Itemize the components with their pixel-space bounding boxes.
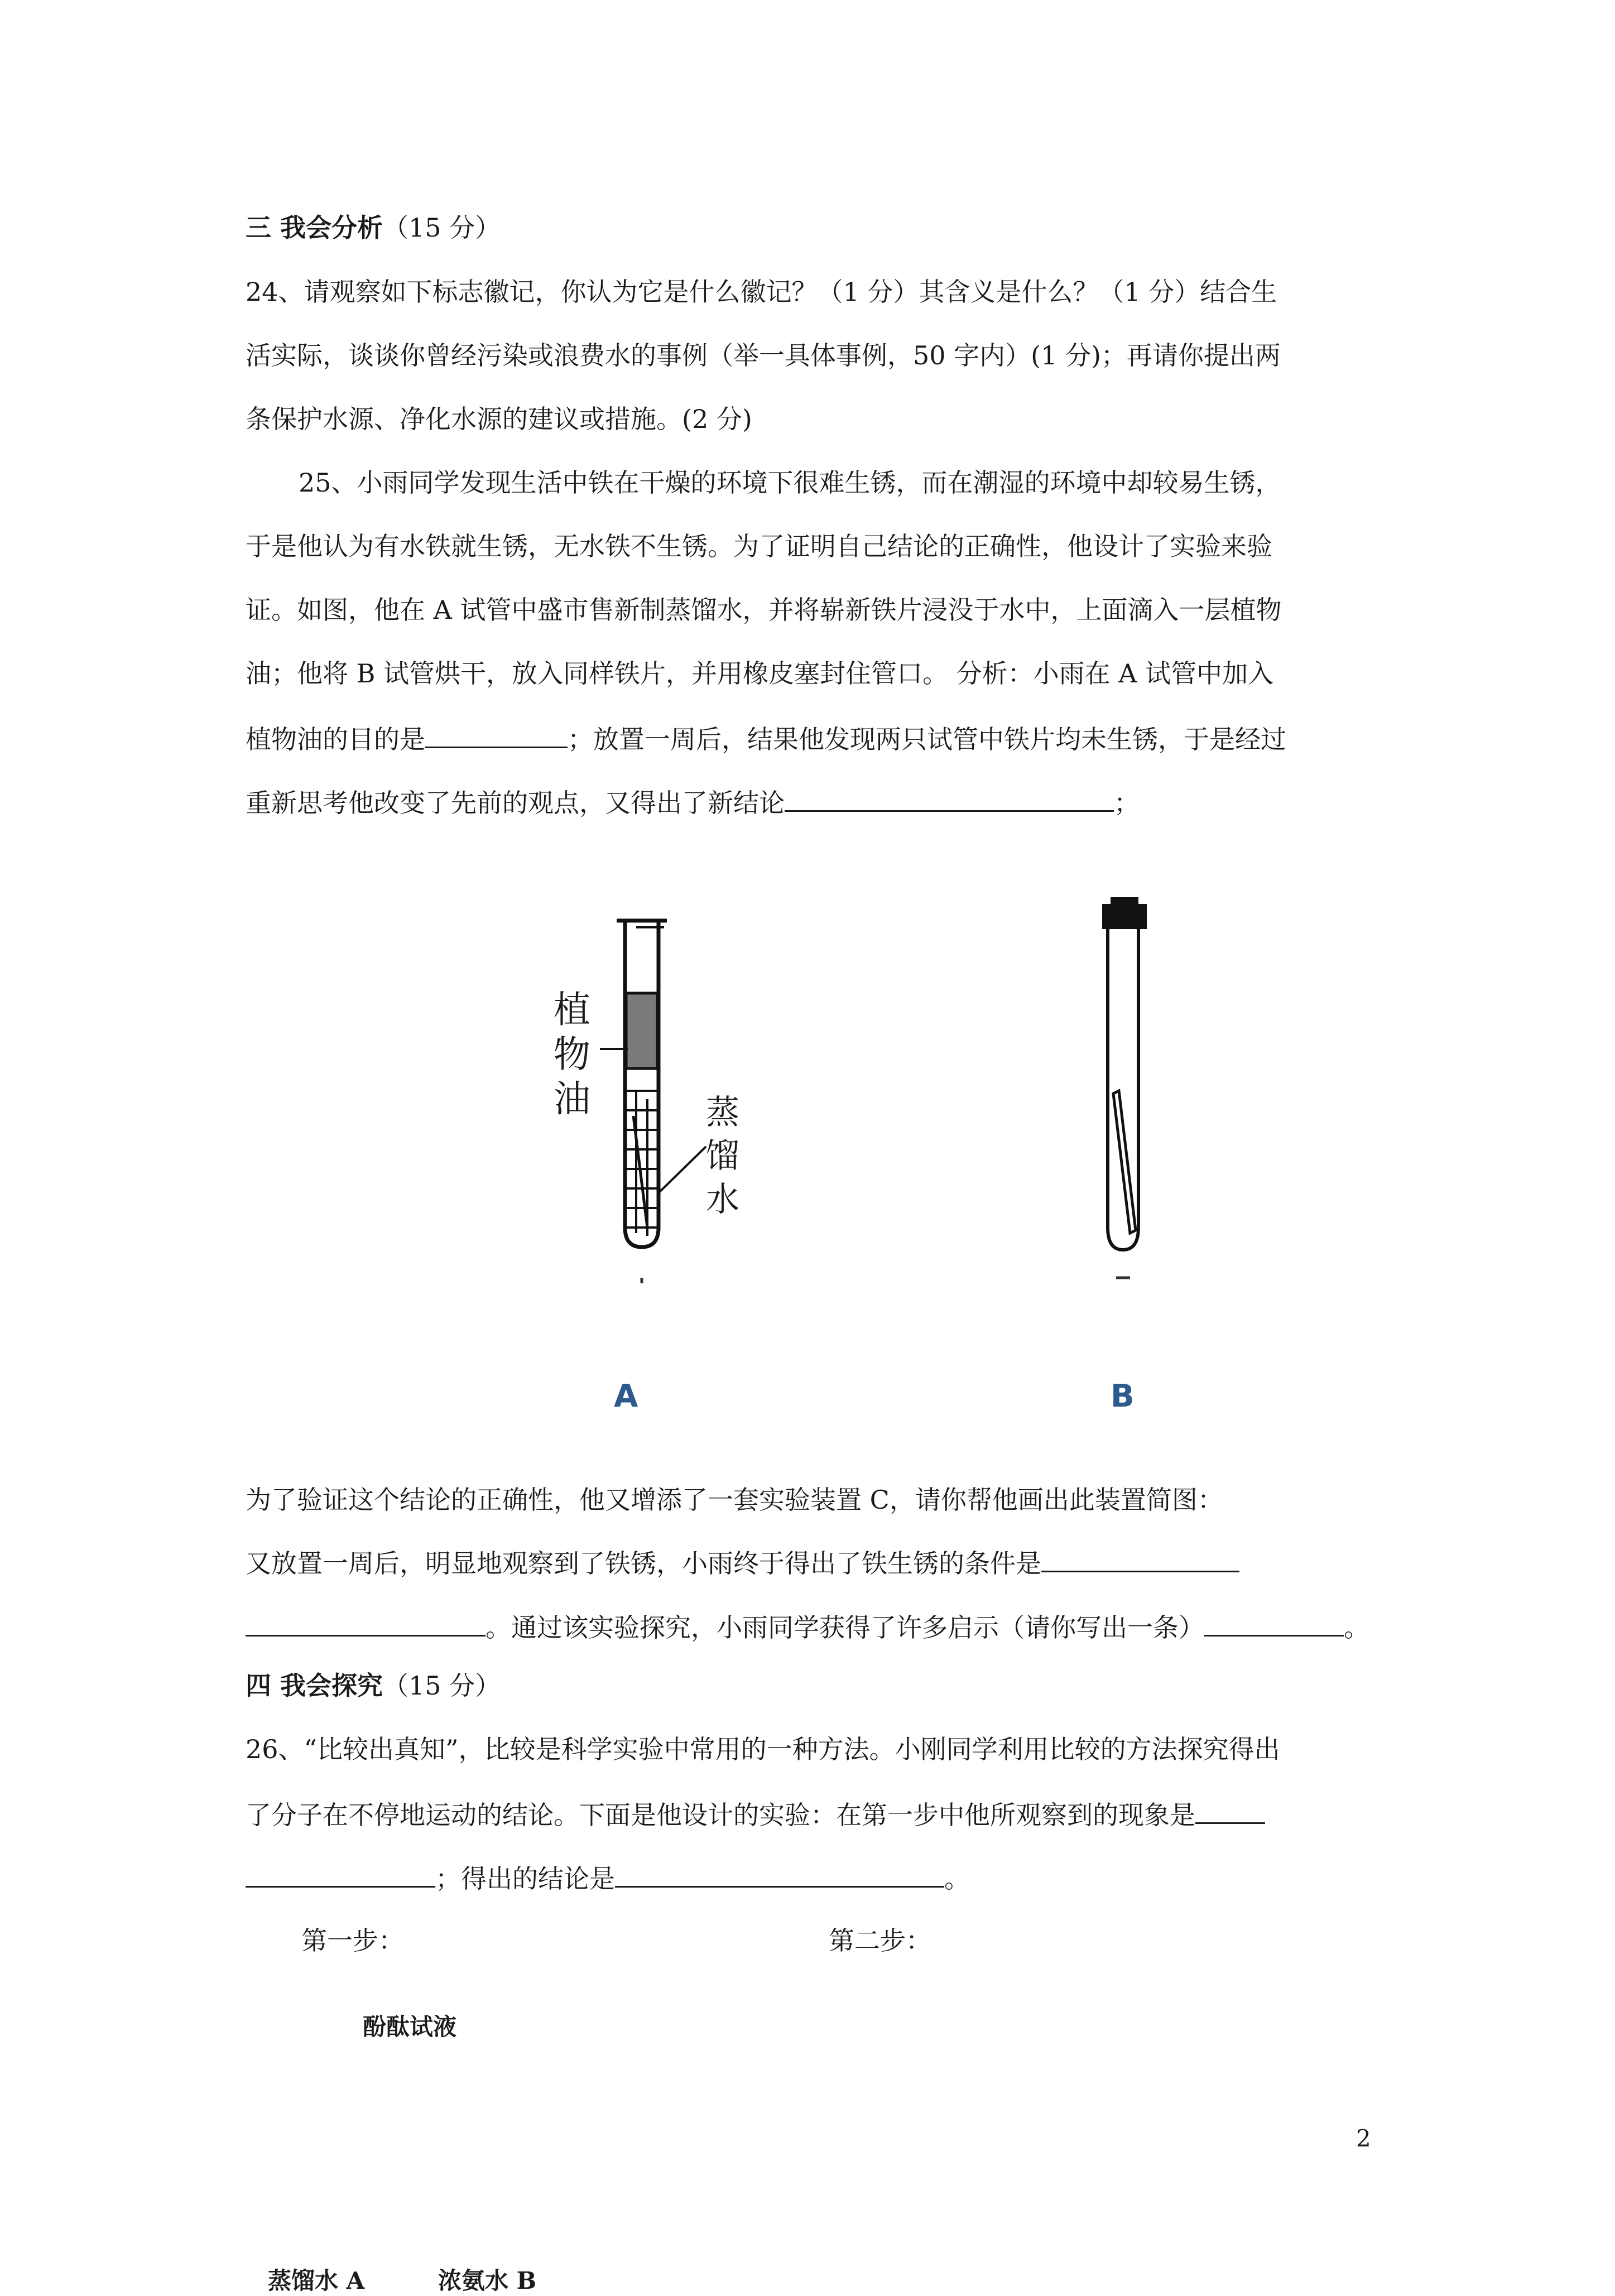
rubber-stopper [1102, 904, 1147, 929]
oil-char-3: 油 [554, 1077, 590, 1120]
test-tube-a-outline [625, 921, 659, 1247]
answer-blank-new-conclusion[interactable] [785, 788, 1114, 812]
q25b-line-1: 为了验证这个结论的正确性，他又增添了一套实验装置 C，请你帮他画出此装置简图： [246, 1485, 1223, 1515]
label-distilled-water [700, 1091, 745, 1221]
section-3-score: （15 分） [383, 213, 501, 243]
answer-blank-rust-conditions[interactable] [1041, 1548, 1239, 1572]
q25b-line-3-end: 。 [1344, 1613, 1369, 1643]
q25-line-6-end: ； [1114, 788, 1140, 818]
water-char-3: 水 [706, 1180, 739, 1219]
page-number: 2 [1356, 2125, 1371, 2152]
test-tube-b-outline [1108, 929, 1138, 1250]
q25b-line-2-text: 又放置一周后，明显地观察到了铁锈，小雨终于得出了铁生锈的条件是 [246, 1548, 1041, 1578]
iron-sheet-a [633, 1116, 647, 1228]
oil-char-1: 植 [554, 988, 590, 1031]
q26-line-1: 26、“比较出真知”，比较是科学实验中常用的一种方法。小刚同学利用比较的方法探究得出 [246, 1734, 1280, 1764]
section-4-heading [246, 1671, 501, 1701]
q25b-line-3 [246, 1613, 1369, 1643]
q25b-line-3-text: 。通过该实验探究，小雨同学获得了许多启示（请你写出一条） [486, 1613, 1204, 1643]
q26-line-2 [246, 1800, 1265, 1828]
answer-blank-insight[interactable] [1204, 1613, 1344, 1636]
answer-blank-conclusion[interactable] [615, 1864, 944, 1888]
bottom-label-ammonia-b: 浓氨水 B [438, 2267, 537, 2294]
q25-line-2: 于是他认为有水铁就生锈，无水铁不生锈。为了证明自己结论的正确性，他设计了实验来验 [246, 531, 1272, 561]
iron-sheet-b [1113, 1091, 1136, 1233]
step-2-label: 第二步： [829, 1926, 931, 1956]
q25-line-4: 油；他将 B 试管烘干，放入同样铁片，并用橡皮塞封住管口。 分析：小雨在 A 试管中加入 [246, 658, 1274, 689]
water-char-2: 馏 [706, 1137, 739, 1176]
answer-blank-phenomenon[interactable] [1195, 1800, 1265, 1824]
q26-line-3 [246, 1864, 970, 1894]
q25b-line-2 [246, 1548, 1239, 1576]
bottom-label-distilled-water-a: 蒸馏水 A [268, 2267, 365, 2294]
q25-line-6 [246, 788, 1140, 816]
q25-line-5-text-a: 植物油的目的是 [246, 724, 425, 754]
oil-char-2: 物 [554, 1033, 590, 1076]
answer-blank-rust-conditions-cont[interactable] [246, 1613, 486, 1636]
figure-label-a: A [614, 1378, 638, 1414]
q26-line-2-text: 了分子在不停地运动的结论。下面是他设计的实验：在第一步中他所观察到的现象是 [246, 1800, 1195, 1830]
figure-label-b: B [1111, 1378, 1135, 1414]
section-4-score: （15 分） [383, 1671, 501, 1701]
label-vegetable-oil [550, 988, 594, 1121]
q24-line-2: 活实际，谈谈你曾经污染或浪费水的事例（举一具体事例，50 字内）(1 分)；再请你提出两 [246, 340, 1281, 370]
step-1-label: 第一步： [301, 1926, 404, 1956]
section-4-title: 四 我会探究 [246, 1671, 383, 1701]
answer-blank-oil-purpose[interactable] [425, 724, 568, 748]
test-tube-b-diagram [1102, 897, 1147, 1278]
section-3-title: 三 我会分析 [246, 213, 383, 243]
water-layer [626, 1091, 657, 1236]
q26-line-3-text: ；得出的结论是 [435, 1864, 615, 1894]
q25-line-5-text-b: ；放置一周后，结果他发现两只试管中铁片均未生锈，于是经过 [568, 724, 1286, 754]
q24-line-1: 24、请观察如下标志徽记，你认为它是什么徽记？（1 分）其含义是什么？（1 分）结合生 [246, 277, 1277, 307]
answer-blank-phenomenon-cont[interactable] [246, 1864, 435, 1888]
q25-line-3: 证。如图，他在 A 试管中盛市售新制蒸馏水，并将崭新铁片浸没于水中，上面滴入一层植物 [246, 595, 1282, 625]
water-char-1: 蒸 [706, 1093, 739, 1132]
q26-line-3-end: 。 [944, 1864, 970, 1894]
oil-layer [626, 993, 657, 1068]
reagent-phenolphthalein: 酚酞试液 [363, 2013, 457, 2040]
q25-line-6-text: 重新思考他改变了先前的观点，又得出了新结论 [246, 788, 785, 818]
q25-line-5 [246, 724, 1286, 752]
section-3-heading [246, 213, 501, 243]
q24-line-3: 条保护水源、净化水源的建议或措施。(2 分) [246, 404, 752, 434]
q25-line-1: 25、小雨同学发现生活中铁在干燥的环境下很难生锈，而在潮湿的环境中却较易生锈， [299, 468, 1281, 498]
